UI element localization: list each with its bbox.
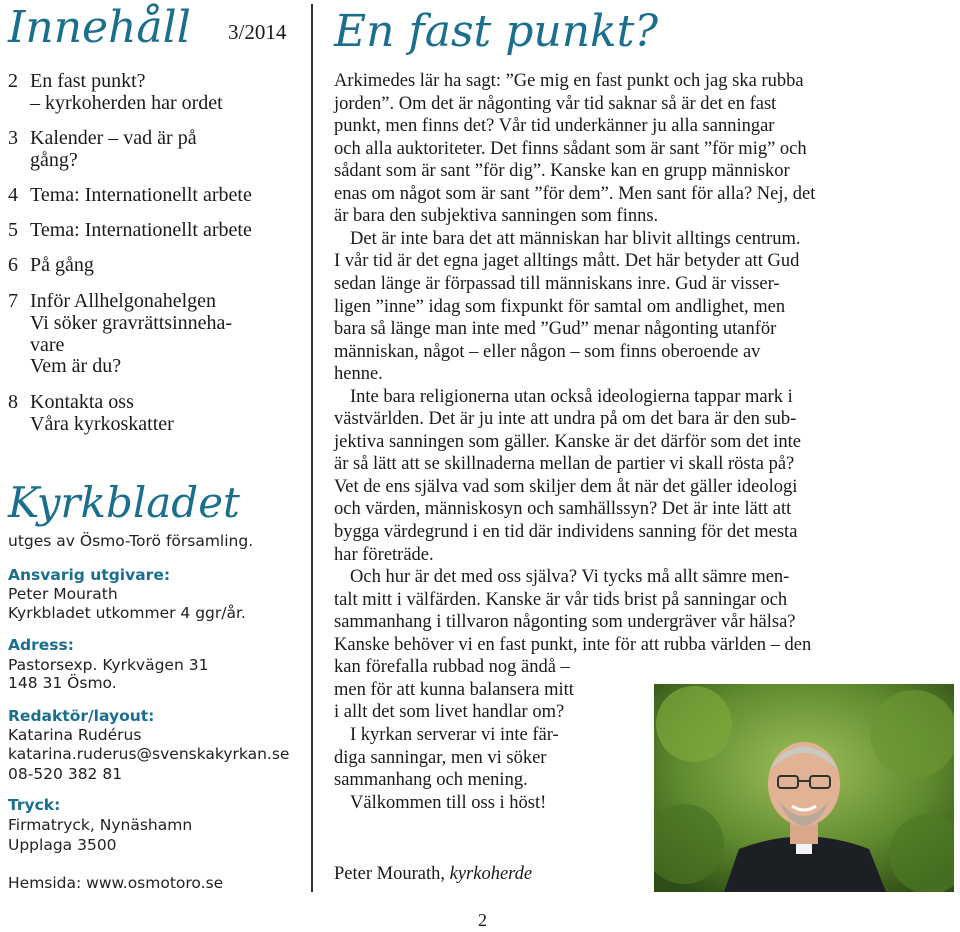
- toc-subitem: Våra kyrkoskatter: [30, 413, 174, 435]
- article-line: diga sanningar, men vi söker: [334, 748, 547, 768]
- article-line: västvärlden. Det är ju inte att undra på om det bara är den sub-: [334, 409, 797, 429]
- article-line: är bara den subjektiva sanningen som finns.: [334, 206, 659, 226]
- toc-item-page: 3: [8, 127, 18, 149]
- article-line: sammanhang i tillvaron någonting som undergräver vår hälsa?: [334, 612, 796, 632]
- article-line: punkt, men finns det? Vår tid underkänner ju alla sanningar: [334, 116, 775, 136]
- article-line: I vår tid är det egna jaget alltings mått. Det här betyder att Gud: [334, 251, 800, 271]
- article-line: i allt det som livet handlar om?: [334, 702, 565, 722]
- masthead-publisher: utges av Ösmo-Torö församling.: [8, 532, 254, 550]
- toc-item-page: 8: [8, 391, 18, 413]
- article-line: I kyrkan serverar vi inte fär-: [350, 725, 559, 745]
- toc-item-page: 2: [8, 70, 18, 92]
- toc-subitem: gång?: [30, 149, 78, 171]
- article-line: Arkimedes lär ha sagt: ”Ge mig en fast punkt och jag ska rubba: [334, 71, 804, 91]
- article-line: sedan länge är förpassad till människans inre. Gud är visser-: [334, 274, 780, 294]
- responsible-name: Peter Mourath: [8, 585, 118, 603]
- toc-item: [8, 391, 134, 413]
- toc-item: [8, 70, 146, 92]
- toc-item-label: Tema: Internationellt arbete: [30, 219, 252, 241]
- pastor-photo: [654, 684, 954, 892]
- article-line: Och hur är det med oss själva? Vi tycks må allt sämre men-: [350, 567, 790, 587]
- toc-item: [8, 127, 197, 149]
- article-line: sådant som är sant ”för dig”. Kanske kan en grupp människor: [334, 161, 790, 181]
- article-line: och värden, människosyn och samhällssyn? Det är inte lätt att: [334, 499, 792, 519]
- toc-item-label: Tema: Internationellt arbete: [30, 184, 252, 206]
- article-title: En fast punkt?: [334, 6, 658, 57]
- toc-subitem: – kyrkoherden har ordet: [30, 92, 223, 114]
- article-line: Vet de ens själva vad som skiljer dem åt när det gäller ideologi: [334, 477, 798, 497]
- toc-item-label: Inför Allhelgonahelgen: [30, 290, 217, 312]
- toc-item-page: 7: [8, 290, 18, 312]
- issue-number: 3/2014: [228, 20, 287, 44]
- article-line: bara så länge man inte med ”Gud” menar någonting utanför: [334, 319, 777, 339]
- toc-subitem: vare: [30, 334, 65, 356]
- address-line-2: 148 31 Ösmo.: [8, 674, 117, 692]
- article-line: bygga värdegrund i en tid där individens sanning för det mesta: [334, 522, 798, 542]
- editor-email[interactable]: katarina.ruderus@svenskakyrkan.se: [8, 745, 290, 763]
- article-line: Välkommen till oss i höst!: [350, 793, 547, 813]
- article-line: henne.: [334, 364, 383, 384]
- article-line: talt mitt i välfärden. Kanske är vår tids brist på sanningar och: [334, 590, 788, 610]
- article-line: Kanske behöver vi en fast punkt, inte för att rubba världen – den: [334, 635, 812, 655]
- frequency-text: Kyrkbladet utkommer 4 ggr/år.: [8, 604, 246, 622]
- article-line: och alla auktoriteter. Det finns sådant som är sant ”för mig” och: [334, 139, 807, 159]
- toc-item-label: En fast punkt?: [30, 70, 146, 92]
- toc-item: [8, 219, 252, 241]
- article-line: är så lätt att se skillnaderna mellan de partier vi skall rösta på?: [334, 454, 795, 474]
- signature: [334, 864, 532, 885]
- print-label: Tryck:: [8, 796, 61, 814]
- printer-name: Firmatryck, Nynäshamn: [8, 816, 193, 834]
- column-divider: [311, 4, 313, 892]
- article-line: Inte bara religionerna utan också ideologierna tappar mark i: [350, 387, 793, 407]
- editor-phone: 08-520 382 81: [8, 765, 123, 783]
- pastor-photo-image: [654, 684, 954, 892]
- address-label: Adress:: [8, 636, 74, 654]
- editor-label: Redaktör/layout:: [8, 707, 155, 725]
- signature-name: Peter Mourath,: [334, 864, 445, 884]
- toc-item-page: 6: [8, 254, 18, 276]
- article-line: har företräde.: [334, 545, 434, 565]
- article-line: sammanhang och mening.: [334, 770, 528, 790]
- article-line: människan, något – eller någon – som finns oberoende av: [334, 342, 761, 362]
- article-line: men för att kunna balansera mitt: [334, 680, 574, 700]
- editor-name: Katarina Rudérus: [8, 726, 142, 744]
- masthead-title: Kyrkbladet: [8, 478, 240, 527]
- article-line: Det är inte bara det att människan har blivit alltings centrum.: [350, 229, 801, 249]
- toc-item-label: Kalender – vad är på: [30, 127, 197, 149]
- page-number: 2: [478, 910, 487, 930]
- responsible-label: Ansvarig utgivare:: [8, 566, 171, 584]
- toc-item: [8, 184, 252, 206]
- toc-subitem: Vem är du?: [30, 355, 122, 377]
- toc-item: [8, 254, 94, 276]
- signature-role: kyrkoherde: [449, 864, 533, 884]
- article-line: ligen ”inne” idag som fixpunkt för samtal om andlighet, men: [334, 297, 786, 317]
- toc-title: Innehåll: [8, 2, 191, 53]
- toc-item-page: 5: [8, 219, 18, 241]
- article-line: jektiva sanningen som gäller. Kanske är det därför som det inte: [334, 432, 801, 452]
- toc-item: [8, 290, 216, 312]
- edition-text: Upplaga 3500: [8, 836, 117, 854]
- toc-item-label: På gång: [30, 254, 94, 276]
- article-line: jorden”. Om det är någonting vår tid saknar så är det en fast: [334, 94, 777, 114]
- toc-item-label: Kontakta oss: [30, 391, 134, 413]
- toc-item-page: 4: [8, 184, 18, 206]
- address-line-1: Pastorsexp. Kyrkvägen 31: [8, 656, 209, 674]
- article-line: enas om något som är sant ”för dem”. Men sant för alla? Nej, det: [334, 184, 816, 204]
- toc-subitem: Vi söker gravrättsinneha-: [30, 312, 233, 334]
- article-line: kan förefalla rubbad nog ändå –: [334, 657, 570, 677]
- website-link[interactable]: Hemsida: www.osmotoro.se: [8, 874, 224, 892]
